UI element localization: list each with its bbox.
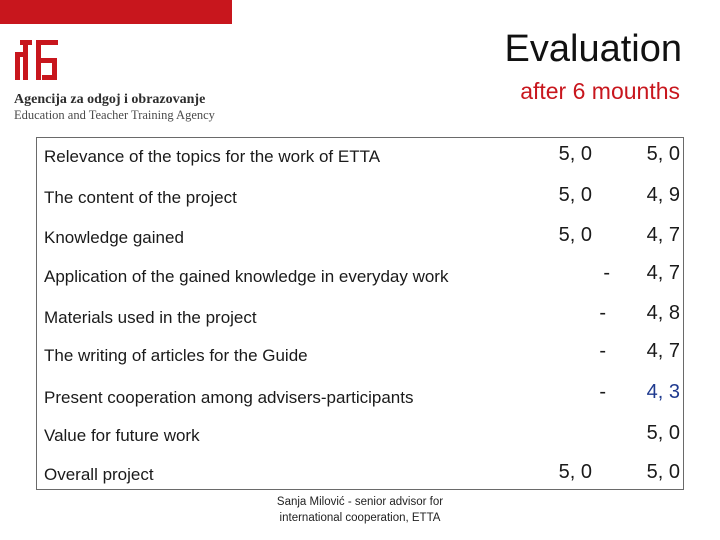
table-cell-value-1: - (603, 262, 610, 284)
agency-logo-icon (14, 38, 60, 82)
table-row-label: Materials used in the project (44, 308, 257, 327)
table-row-label: Overall project (44, 465, 154, 484)
footer-line-1: Sanja Milović - senior advisor for (276, 496, 444, 508)
table-cell-value-1: 5, 0 (558, 224, 592, 246)
table-row-label: Knowledge gained (44, 228, 184, 247)
table-row-label: Present cooperation among advisers-participants (44, 388, 414, 407)
table-cell-value-2: 4, 8 (646, 302, 680, 324)
table-row-label: Value for future work (44, 426, 200, 445)
footer-line-2: international cooperation, ETTA (279, 512, 441, 524)
table-cell-value-2: 4, 7 (646, 340, 680, 362)
author-footer (240, 494, 480, 526)
table-cell-value-1: - (599, 340, 606, 362)
top-accent-bar (0, 0, 232, 24)
table-cell-value-2: 4, 7 (646, 224, 680, 246)
table-cell-value-2: 5, 0 (646, 461, 680, 483)
table-cell-value-2: 5, 0 (646, 143, 680, 165)
table-row-label: The writing of articles for the Guide (44, 346, 308, 365)
table-cell-value-1: 5, 0 (558, 184, 592, 206)
table-cell-value-2: 4, 7 (646, 262, 680, 284)
table-cell-value-2: 4, 9 (646, 184, 680, 206)
table-cell-value-1: 5, 0 (558, 461, 592, 483)
org-name-secondary: Education and Teacher Training Agency (14, 108, 215, 122)
table-cell-value-2: 4, 3 (646, 381, 680, 403)
table-cell-value-1: - (599, 302, 606, 324)
page-title: Evaluation (504, 28, 682, 70)
table-cell-value-1: 5, 0 (558, 143, 592, 165)
table-row-label: Application of the gained knowledge in everyday work (44, 267, 449, 286)
table-row-label: Relevance of the topics for the work of ETTA (44, 147, 381, 166)
org-name-primary: Agencija za odgoj i obrazovanje (14, 92, 206, 107)
table-cell-value-2: 5, 0 (646, 422, 680, 444)
table-cell-value-1: - (599, 381, 606, 403)
table-row-label: The content of the project (44, 188, 237, 207)
page-subtitle: after 6 mounths (520, 78, 680, 104)
